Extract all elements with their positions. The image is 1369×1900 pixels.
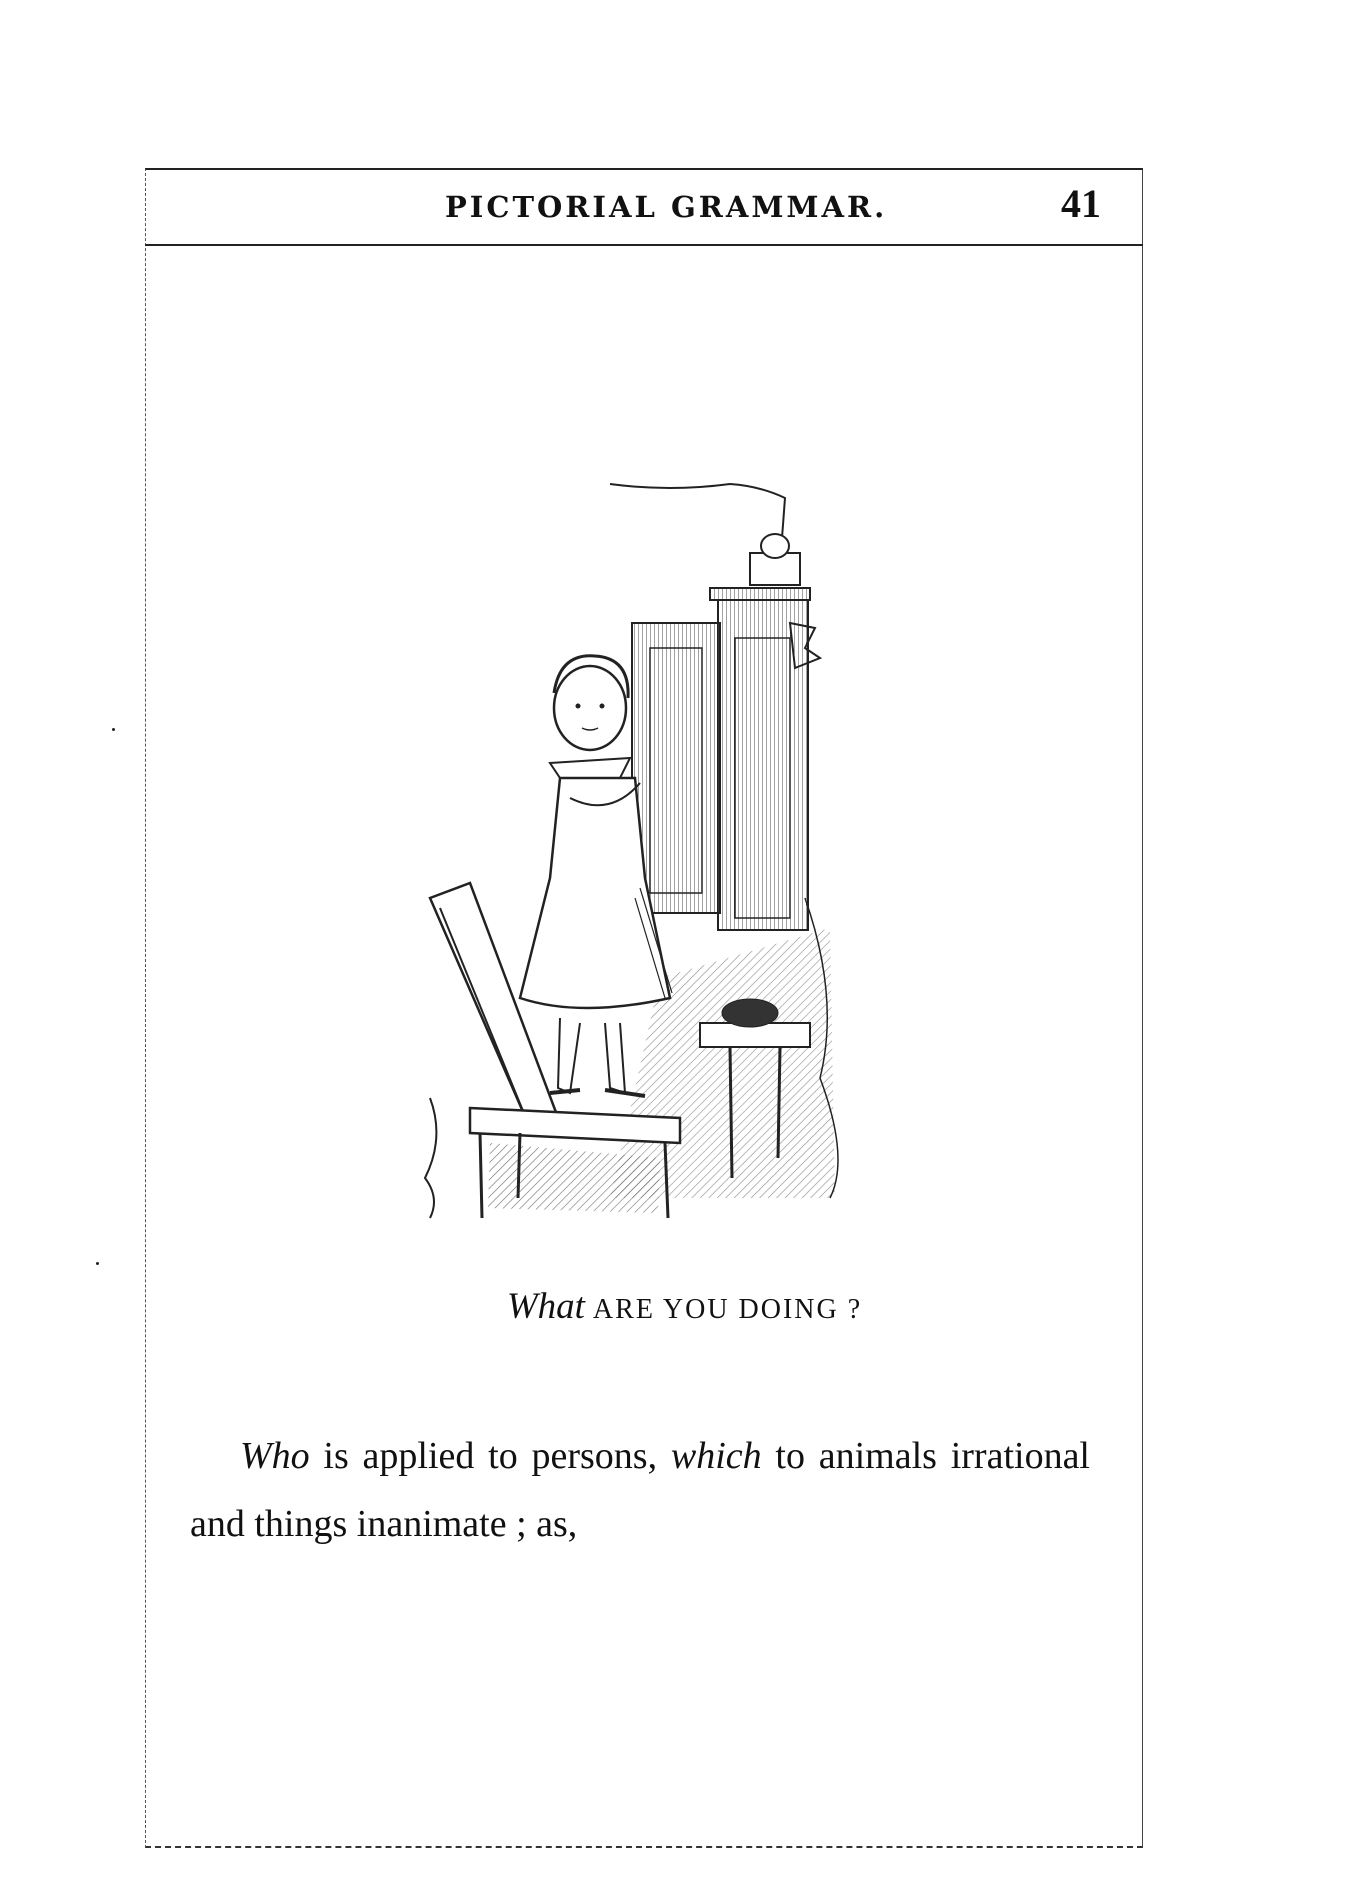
word-who: Who	[240, 1435, 310, 1477]
page-number: 41	[1061, 181, 1101, 226]
running-head	[145, 168, 1143, 246]
text-part-2: to animals irrational and things inanimate ; as,	[190, 1435, 1090, 1545]
ceiling-line	[610, 484, 785, 538]
illustration-caption	[0, 1285, 1369, 1328]
running-title: PICTORIAL GRAMMAR.	[445, 190, 888, 224]
jar-on-cupboard	[750, 534, 800, 585]
stray-mark	[112, 728, 115, 731]
caption-caps: ARE YOU DOING ?	[592, 1294, 863, 1325]
cupboard	[632, 588, 810, 930]
engraving-illustration	[410, 478, 860, 1236]
stray-mark	[96, 1262, 99, 1265]
caption-italic: What	[506, 1286, 585, 1327]
body-paragraph	[190, 1422, 1090, 1558]
word-which: which	[670, 1435, 762, 1477]
text-part-1: is applied to persons,	[309, 1435, 671, 1477]
